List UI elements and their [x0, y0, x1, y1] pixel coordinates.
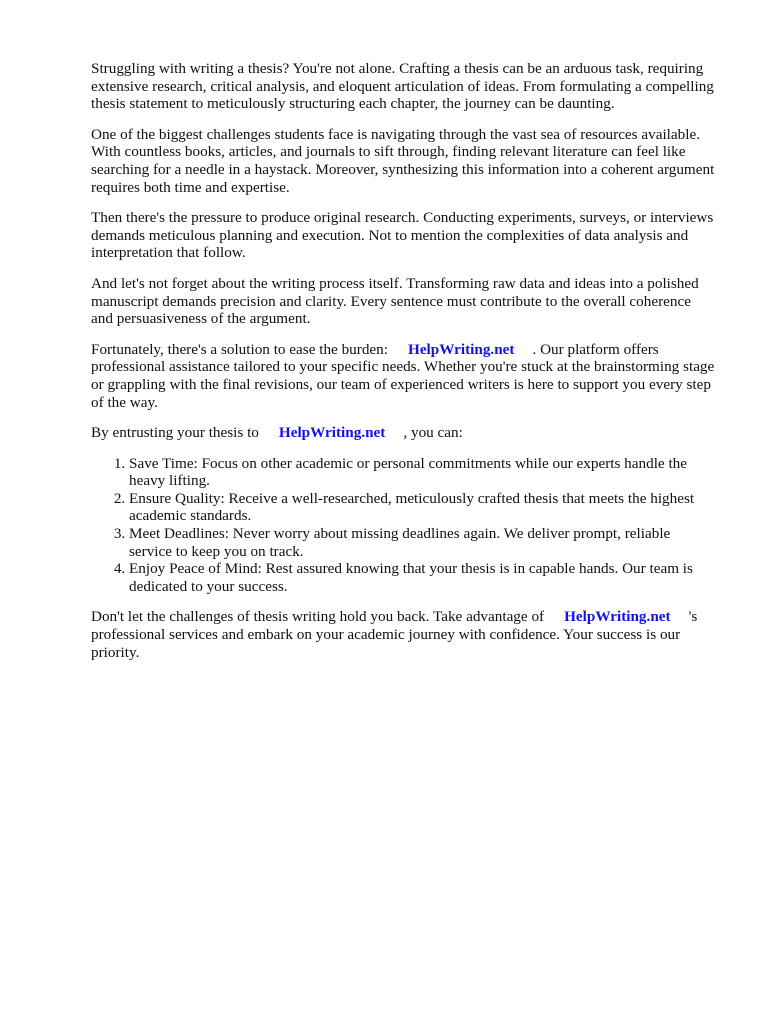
paragraph-closing [91, 608, 716, 661]
paragraph-writing: And let's not forget about the writing process itself. Transforming raw data and ideas into a polished manuscript demands precision and clarity. Every sentence must contribute to the overall coherence and persuasiveness of the argument. [91, 274, 699, 328]
paragraph-closing-rest: 's professional services and embark on your academic journey with confidence. Your success is our priority. [91, 608, 698, 661]
benefits-list [91, 455, 716, 596]
list-item: 4. Enjoy Peace of Mind: Rest assured knowing that your thesis is in capable hands. Our team is dedicated to your success. [129, 560, 716, 595]
list-item: 2. Ensure Quality: Receive a well-researched, meticulously crafted thesis that meets the highest academic standards. [129, 490, 716, 525]
paragraph-closing-lead: Don't let the challenges of thesis writing hold you back. Take advantage of [91, 608, 545, 626]
paragraph-entrust [91, 424, 716, 442]
paragraph-solution [91, 341, 716, 411]
list-item: 1. Save Time: Focus on other academic or personal commitments while our experts handle the heavy lifting. [129, 455, 716, 490]
helpwriting-link[interactable]: HelpWriting.net [408, 340, 515, 358]
paragraph-resources: One of the biggest challenges students face is navigating through the vast sea of resources available. With countless books, articles, and journals to sift through, finding relevant literature can feel like searching for a needle in a haystack. Moreover, synthesizing this information into a coherent argument requires both time and expertise. [91, 125, 715, 196]
paragraph-intro: Struggling with writing a thesis? You're not alone. Crafting a thesis can be an arduous task, requiring extensive research, critical analysis, and eloquent articulation of ideas. From formulating a compelling thesis statement to meticulously structuring each chapter, the journey can be daunting. [91, 60, 714, 113]
helpwriting-link[interactable]: HelpWriting.net [278, 424, 386, 442]
list-item: 3. Meet Deadlines: Never worry about missing deadlines again. We deliver prompt, reliable service to keep you on track. [129, 525, 716, 560]
helpwriting-link[interactable]: HelpWriting.net [564, 608, 671, 626]
paragraph-research: Then there's the pressure to produce original research. Conducting experiments, surveys, or interviews demands meticulous planning and execution. Not to mention the complexities of data analysis and interpretation that follow. [91, 209, 714, 262]
paragraph-entrust-rest: , you can: [403, 424, 463, 442]
paragraph-solution-rest: . Our platform offers professional assistance tailored to your specific needs. Whether you're stuck at the brainstorming stage or grappling with the final revisions, our team of experienced writers is here to support you every step of the way. [91, 340, 715, 411]
paragraph-entrust-lead: By entrusting your thesis to [91, 424, 259, 442]
paragraph-solution-lead: Fortunately, there's a solution to ease the burden: [91, 340, 388, 358]
